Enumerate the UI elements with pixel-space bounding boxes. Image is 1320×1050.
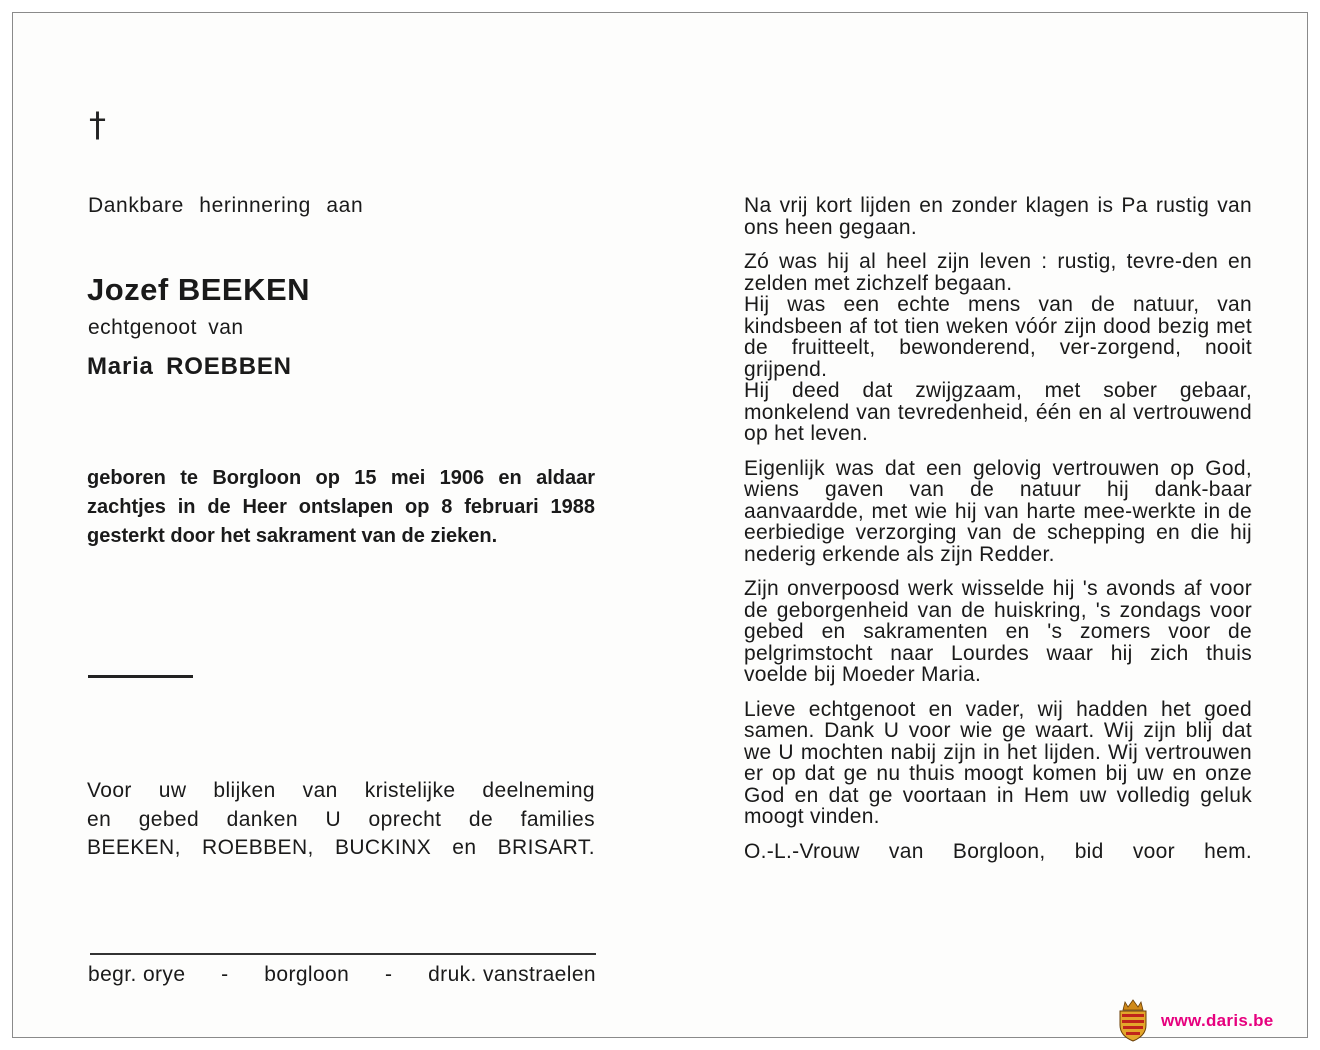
printer-name: druk. vanstraelen [428,963,596,986]
eulogy-paragraph: Na vrij kort lijden en zonder klagen is Pa rustig van ons heen gegaan. [744,194,1252,239]
spouse-name: Maria ROEBBEN [87,353,292,380]
eulogy-paragraph: Hij deed dat zwijgzaam, met sober gebaar, monkelend van tevredenheid, één en al vertrouwend op het leven. [744,379,1252,445]
thanks-line: Voor uw blijken van kristelijke deelneming [87,779,595,802]
footer-separator: - [384,963,393,986]
thanks-text [87,777,595,863]
memorial-card [12,12,1308,1038]
eulogy-paragraph: Hij was een echte mens van de natuur, van kindsbeen af tot tien weken vóór zijn dood bezig met de fruitteelt, bewonderend, ver-zorgend, nooit grijpend. [744,293,1252,381]
deceased-name: Jozef BEEKEN [87,272,311,307]
heraldic-crest-icon [1116,998,1150,1042]
closing-prayer [744,841,1252,863]
eulogy-paragraph: Lieve echtgenoot en vader, wij hadden het goed samen. Dank U voor wie ge waart. Wij zijn blij dat we U mochten nabij zijn in het lijden. Wij vertrouwen er op dat ge nu thuis moogt komen bij uw en onze God en dat ge voortaan in Hem uw volledig geluk moogt vinden. [744,697,1252,828]
prayer-word: voor [1132,839,1175,863]
prayer-word: bid [1074,839,1104,863]
footer-rule [90,953,596,955]
printer-footer [88,963,596,987]
prayer-word: van [888,839,924,863]
funeral-home: begr. orye [88,963,186,986]
intro-text: Dankbare herinnering aan [88,194,364,217]
thanks-line: BEEKEN, ROEBBEN, BUCKINX en BRISART. [87,836,595,859]
eulogy-paragraph: Zijn onverpoosd werk wisselde hij 's avonds af voor de geborgenheid van de huiskring, 's zondags voor gebed en sakramenten en 's zomers voor de pelgrimstocht naar Lourdes waar hij zich thuis voelde bij Moeder Maria. [744,577,1252,686]
eulogy-paragraph: Eigenlijk was dat een gelovig vertrouwen op God, wiens gaven van de natuur hij dank-baar aanvaardde, met wie hij van harte mee-werkte in de eerbiedige verzorging van de schepping en die hij nederig erkende als zijn Redder. [744,456,1252,566]
website-watermark[interactable]: www.daris.be [1161,1011,1274,1030]
prayer-word: O.-L.-Vrouw [744,839,860,863]
eulogy-text [744,195,1252,862]
divider [88,675,193,678]
footer-town: borgloon [264,963,350,986]
cross-icon: † [89,105,106,145]
prayer-word: hem. [1204,839,1252,863]
spouse-of-label: echtgenoot van [88,316,244,339]
thanks-line: en gebed danken U oprecht de families [87,807,595,831]
prayer-word: Borgloon, [952,839,1046,863]
birth-death-text: geboren te Borgloon op 15 mei 1906 en aldaar zachtjes in de Heer ontslapen op 8 februari 1988 gesterkt door het sakrament van de zieken. [87,467,595,547]
eulogy-paragraph: Zó was hij al heel zijn leven : rustig, tevre-den en zelden met zichzelf begaan. [744,250,1252,295]
footer-separator: - [221,963,229,986]
